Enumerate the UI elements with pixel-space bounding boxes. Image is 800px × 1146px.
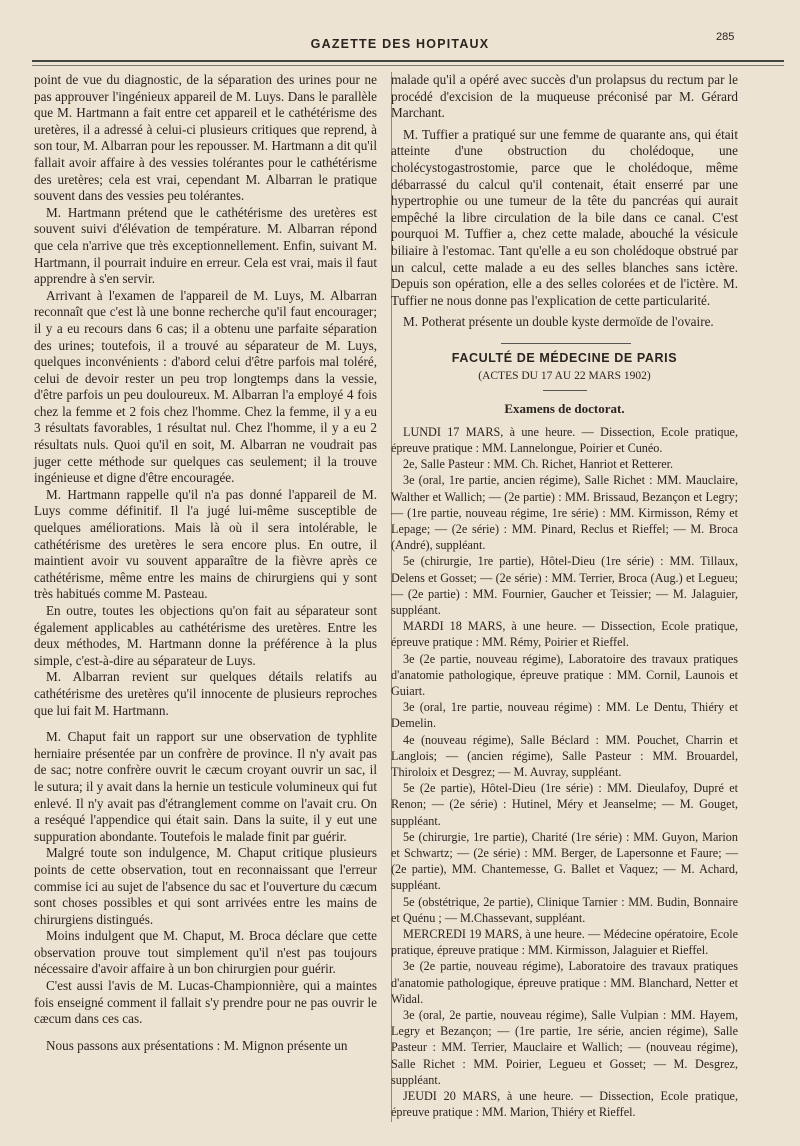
exam-entry: 5e (obstétrique, 2e partie), Clinique Tarnier : MM. Budin, Bonnaire et Quénu ; — M.Chassevant, suppléant.	[391, 894, 738, 925]
header-rule	[32, 60, 784, 62]
exam-entry: JEUDI 20 MARS, à une heure. — Dissection, Ecole pratique, épreuve pratique : MM. Marion, Thiéry et Rieffel.	[391, 1089, 738, 1120]
exam-heading: Examens de doctorat.	[504, 401, 625, 417]
exam-entry: 2e, Salle Pasteur : MM. Ch. Richet, Hanriot et Retterer.	[403, 457, 674, 472]
exam-entry: 3e (2e partie, nouveau régime), Laboratoire des travaux pratiques d'anatomie pathologique, épreuve pratique : MM. Blanchard, Netter et Widal.	[391, 959, 738, 1006]
faculty-heading: FACULTÉ DE MÉDECINE DE PARIS	[451, 350, 678, 365]
paragraph: M. Chaput fait un rapport sur une observation de typhlite herniaire présentée par un confrère de province. Il n'y avait pas de sac; notre confrère ouvrit le cæcum croyant ouvrir un sac, il le sutura; il y avait dans la hernie un testicule volumineux qui fut enlevé. Il n'y avait pas d'étranglement comme on l'avait cru. On a reséqué l'appendice qui était sain. Dans la suite, il y eut une suppuration abondante. Toutefois le malade finit par guérir.	[34, 729, 377, 844]
exam-entry: MARDI 18 MARS, à une heure. — Dissection, Ecole pratique, épreuve pratique : MM. Rémy, Poirier et Rieffel.	[391, 619, 738, 650]
paragraph: Arrivant à l'examen de l'appareil de M. Luys, M. Albarran reconnaît que c'est là une bonne recherche qu'il faut encourager; il y a eu recours dans 6 cas; il a obtenu une parfaite séparation des urines; toutefois, il a trouvé au séparateur de M. Luys, quelques inconvénients : d'abord celui d'être parfois mal toléré, celui de devoir rester un peu trop longtemps dans la vessie, d'être parfois un peu douloureux. M. Albarran l'a employé 4 fois chez la femme et 2 fois chez l'homme. Chez la femme, il y a eu 3 résultats favorables, 1 résultat nul. Chez l'homme, il y a eu 2 résultats nuls. Quoi qu'il en soit, M. Albarran ne voudrait pas juger cette méthode sur quelques cas seulement; il la trouve ingénieuse et digne d'être encouragée.	[34, 287, 377, 486]
exam-entry: 4e (nouveau régime), Salle Béclard : MM. Pouchet, Charrin et Langlois; — (ancien régime), Salle Pasteur : MM. Brouardel, Thiroloix et Desgrez; — M. Auvray, suppléant.	[391, 732, 738, 779]
exam-entry: 3e (oral, 1re partie, ancien régime), Salle Richet : MM. Mauclaire, Walther et Wallich; — (2e partie) : MM. Brissaud, Bezançon et Legry; — (1re partie, nouveau régime, 1re série) : MM. Kirmisson, Rémy et Lepage; — (2e série) : MM. Pinard, Reclus et Rieffel; — M. Broca (André), suppléant.	[391, 473, 738, 553]
header-rule-thin	[32, 65, 784, 66]
exam-entry: 3e (2e partie, nouveau régime), Laboratoire des travaux pratiques d'anatomie pathologique, épreuve pratique : MM. Cornil, Launois et Guiart.	[391, 651, 738, 698]
paragraph: M. Hartmann prétend que le cathétérisme des uretères est souvent suivi d'élévation de température. M. Albarran répond que cela n'arrive que très exceptionnellement. Enfin, suivant M. Hartmann, il pourrait induire en erreur. Cela est vrai, mais il faut apprendre à s'en servir.	[34, 204, 377, 287]
exam-entry: 3e (oral, 2e partie, nouveau régime), Salle Vulpian : MM. Hayem, Legry et Bezançon; — (1re partie, 1re série, ancien régime), Salle Pasteur : MM. Terrier, Mauclaire et Wallich; — (nouveau régime), Salle Richet : MM. Poirier, Legueu et Gosset; — M. Desgrez, suppléant.	[391, 1008, 738, 1087]
paragraph: malade qu'il a opéré avec succès d'un prolapsus du rectum par le procédé d'excision de la muqueuse préconisé par M. Gérard Marchant.	[391, 72, 738, 121]
paragraph: M. Tuffier a pratiqué sur une femme de quarante ans, qui était atteinte d'une obstruction du cholédoque, une cholécystogastrostomie, parce que le cholédoque, même débarrassé du calcul qu'il contenait, était enserré par une hypertrophie ou une tumeur de la tête du pancréas qui aurait empêché la libre circulation de la bile dans ce canal. C'est pourquoi M. Tuffier a, chez cette malade, abouché la vésicule biliaire à l'estomac. Tant qu'elle a eu son cholédoque obstrué par un calcul, cette malade a eu des selles blanches sans ictère. Depuis son opération, elle a des selles colorées et de l'ictère. M. Tuffier ne nous donne pas l'explication de cette particularité.	[391, 126, 738, 308]
paragraph: Nous passons aux présentations : M. Mignon présente un	[46, 1037, 348, 1053]
paragraph: C'est aussi l'avis de M. Lucas-Championnière, qui a maintes fois enseigné comment il fallait s'y prendre pour ne pas ouvrir le cæcum dans ces cas.	[34, 978, 377, 1027]
exam-entry: 5e (chirurgie, 1re partie), Hôtel-Dieu (1re série) : MM. Tillaux, Delens et Gosset; — (2e série) : MM. Terrier, Broca (Aug.) et Legueu; — (2e partie) : MM. Fournier, Gaucher et Teissier; — M. Jalaguier, suppléant.	[391, 554, 738, 617]
section-divider	[501, 343, 631, 344]
paragraph: Moins indulgent que M. Chaput, M. Broca déclare que cette observation prouve tout simplement qu'il n'est pas toujours nécessaire d'avoir affaire à un bon chirurgien pour guérir.	[34, 928, 377, 977]
paragraph: M. Hartmann rappelle qu'il n'a pas donné l'appareil de M. Luys comme définitif. Il l'a jugé lui-même susceptible de quelques améliorations. Mais là où il sera intolérable, le cathétérisme des uretères le sera encore plus. En outre, il maintient avoir vu souvent apparaître de la fièvre après ce cathétérisme, même entre les mains de chirurgiens qui y sont très habitués comme M. Pasteau.	[34, 486, 377, 602]
exam-list	[391, 424, 738, 1121]
paragraph: Malgré toute son indulgence, M. Chaput critique plusieurs points de cette observation, tout en reconnaissant que l'erreur commise ici au sujet de l'absence du sac et l'ouverture du cæcum sont choses possibles et qui sont arrivées entre les mains de chirurgiens distingués.	[34, 845, 377, 927]
page-header-title: GAZETTE DES HOPITAUX	[310, 37, 490, 51]
right-column	[391, 72, 738, 1120]
exam-entry: MERCREDI 19 MARS, à une heure. — Médecine opératoire, Ecole pratique, épreuve pratique : MM. Kirmisson, Jalaguier et Rieffel.	[391, 926, 738, 958]
faculty-dates: (ACTES DU 17 AU 22 MARS 1902)	[478, 369, 651, 382]
exam-entry: 5e (chirurgie, 1re partie), Charité (1re série) : MM. Guyon, Marion et Schwartz; — (2e série) : MM. Berger, de Lapersonne et Faure; — (2e partie), MM. Chantemesse, G. Ballet et Vaquez; — M. Achard, suppléant.	[391, 829, 738, 893]
paragraph: M. Potherat présente un double kyste dermoïde de l'ovaire.	[403, 314, 714, 330]
exam-entry: 3e (oral, 1re partie, nouveau régime) : MM. Le Dentu, Thiéry et Demelin.	[391, 700, 738, 731]
paragraph: point de vue du diagnostic, de la séparation des urines pour ne pas approuver l'ingénieux appareil de M. Luys. Dans le parallèle que M. Hartmann a fait entre cet appareil et le cathétérisme des uretères, il a adressé à celui-ci plusieurs critiques que reprend, à son tour, M. Albarran pour les repousser. M. Hartmann a dit qu'il fallait avoir affaire à des vessies tolérantes pour le cathétérisme des uretères; cela est vrai, cependant M. Albarran le pratique souvent dans des vessies peu tolérantes.	[34, 72, 377, 204]
exam-entry: LUNDI 17 MARS, à une heure. — Dissection, Ecole pratique, épreuve pratique : MM. Lannelongue, Poirier et Cunéo.	[391, 424, 738, 455]
page-number: 285	[716, 31, 735, 43]
paragraph: En outre, toutes les objections qu'on fait au séparateur sont également applicables au cathétérisme des uretères. Entre les deux méthodes, M. Hartmann donne la préférence à la plus simple, c'est-à-dire au séparateur de Luys.	[34, 603, 377, 668]
paragraph: M. Albarran revient sur quelques détails relatifs au cathétérisme des uretères qu'il innocente de plusieurs reproches que lui fait M. Hartmann.	[34, 669, 377, 718]
exam-entry: 5e (2e partie), Hôtel-Dieu (1re série) : MM. Dieulafoy, Dupré et Renon; — (2e série) : Hutinel, Méry et Jeanselme; — M. Gouget, suppléant.	[391, 781, 738, 828]
left-column	[34, 72, 377, 1054]
faculty-underline	[543, 390, 587, 391]
